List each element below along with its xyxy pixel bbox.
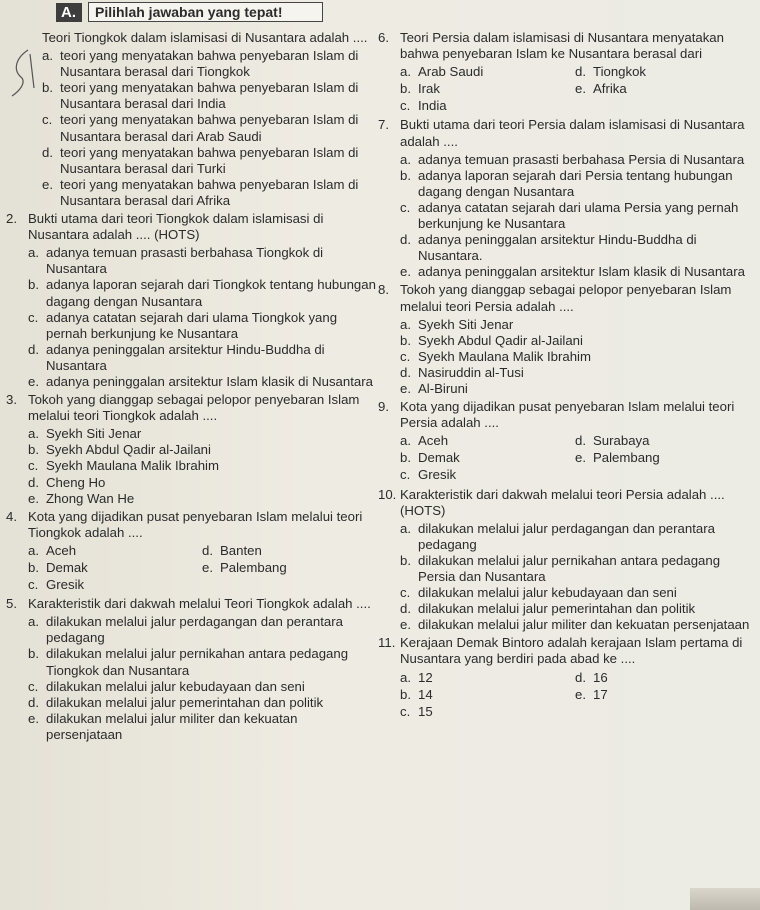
question-stem: Teori Persia dalam islamisasi di Nusantara menyatakan bahwa penyebaran Islam ke Nusantara berasal dari (400, 30, 724, 62)
option-text: Nasiruddin al-Tusi (418, 364, 524, 380)
answer-options (400, 433, 750, 484)
option-letter: b. (28, 560, 39, 575)
option-letter: e. (28, 710, 39, 726)
answer-options (400, 317, 750, 397)
answer-option[interactable] (400, 98, 575, 114)
answer-option[interactable] (400, 433, 575, 449)
answer-option[interactable] (28, 679, 376, 695)
option-text: adanya laporan sejarah dari Persia tentang hubungan dagang dengan Nusantara (418, 167, 733, 199)
answer-options (42, 48, 376, 209)
option-text: dilakukan melalui jalur militer dan kekuatan persenjataan (46, 710, 298, 742)
answer-option[interactable] (42, 177, 376, 209)
option-letter: e. (42, 176, 53, 192)
answer-option[interactable] (575, 687, 750, 703)
option-letter: d. (575, 433, 586, 449)
option-letter: c. (28, 678, 39, 694)
answer-options (400, 521, 750, 634)
question-item (378, 282, 750, 397)
answer-option[interactable] (400, 232, 750, 264)
answer-option[interactable] (28, 245, 376, 277)
option-letter: a. (400, 64, 411, 80)
question-body (400, 399, 750, 484)
option-letter: a. (400, 316, 411, 332)
option-text: Gresik (418, 467, 457, 483)
option-text: adanya peninggalan arsitektur Hindu-Buddha di Nusantara (46, 341, 325, 373)
question-stem: Kerajaan Demak Bintoro adalah kerajaan Islam pertama di Nusantara yang berdiri pada abad ke .... (400, 635, 743, 667)
answer-option[interactable] (400, 687, 575, 703)
answer-options (28, 543, 376, 594)
question-stem: Tokoh yang dianggap sebagai pelopor penyebaran Islam melalui teori Tiongkok adalah .... (28, 392, 360, 424)
option-letter: a. (400, 520, 411, 536)
option-letter: c. (42, 112, 53, 128)
option-letter: d. (202, 542, 213, 558)
option-text: teori yang menyatakan bahwa penyebaran Islam di Nusantara berasal dari Tiongkok (60, 48, 359, 80)
option-text: Cheng Ho (46, 474, 106, 490)
answer-option[interactable] (400, 365, 750, 381)
option-text: Irak (418, 81, 440, 97)
answer-options (400, 152, 750, 281)
question-number: 11. (378, 635, 396, 651)
option-text: dilakukan melalui jalur pemerintahan dan politik (418, 601, 696, 617)
option-letter: c. (400, 585, 411, 601)
option-text: India (418, 98, 447, 114)
question-item (6, 596, 376, 743)
answer-options (400, 670, 750, 721)
option-letter: d. (28, 341, 39, 357)
question-body (28, 392, 376, 507)
question-number: 3. (6, 392, 17, 408)
option-text: Syekh Siti Jenar (418, 316, 514, 332)
answer-option[interactable] (400, 200, 750, 232)
answer-option[interactable] (28, 442, 376, 458)
option-letter: d. (42, 144, 53, 160)
option-text: dilakukan melalui jalur perdagangan dan perantara pedagang (418, 520, 715, 552)
answer-options (28, 426, 376, 506)
question-number: 9. (378, 399, 389, 415)
answer-option[interactable] (202, 543, 376, 559)
option-letter: c. (400, 348, 411, 364)
answer-option[interactable] (28, 614, 376, 646)
question-item (378, 635, 750, 720)
question-stem: Karakteristik dari dakwah melalui Teori Tiongkok adalah .... (28, 596, 371, 612)
question-number: 7. (378, 117, 389, 133)
option-text: Syekh Maulana Malik Ibrahim (418, 348, 591, 364)
answer-option[interactable] (400, 64, 575, 80)
question-body (28, 596, 376, 743)
option-text: Al-Biruni (418, 380, 468, 396)
option-letter: e. (575, 450, 586, 466)
answer-option[interactable] (28, 374, 376, 390)
option-letter: d. (575, 669, 586, 685)
option-letter: d. (400, 364, 411, 380)
option-letter: b. (400, 450, 411, 466)
option-letter: b. (28, 277, 39, 293)
question-number: 8. (378, 282, 389, 298)
answer-option[interactable] (400, 349, 750, 365)
option-text: Aceh (418, 433, 449, 449)
answer-option[interactable] (575, 670, 750, 686)
option-text: Gresik (46, 577, 85, 593)
option-letter: b. (42, 80, 53, 96)
answer-option[interactable] (400, 467, 575, 483)
question-item (6, 509, 376, 594)
answer-option[interactable] (28, 475, 376, 491)
question-body (28, 30, 376, 209)
question-body (28, 211, 376, 390)
option-letter: c. (28, 458, 39, 474)
option-letter: d. (28, 694, 39, 710)
question-body (400, 282, 750, 397)
option-text: adanya peninggalan arsitektur Islam klasik di Nusantara (46, 373, 373, 389)
option-letter: b. (28, 646, 39, 662)
answer-option[interactable] (400, 168, 750, 200)
answer-option[interactable] (400, 333, 750, 349)
option-letter: e. (400, 380, 411, 396)
answer-option[interactable] (28, 277, 376, 309)
option-letter: a. (28, 614, 39, 630)
option-letter: b. (400, 167, 411, 183)
option-letter: e. (575, 81, 586, 97)
option-letter: c. (400, 467, 411, 483)
section-instruction: Pilihlah jawaban yang tepat! (88, 2, 323, 22)
answer-option[interactable] (400, 264, 750, 280)
answer-option[interactable] (400, 381, 750, 397)
question-body (400, 30, 750, 115)
option-letter: d. (575, 64, 586, 80)
option-text: Palembang (593, 450, 660, 466)
answer-option[interactable] (42, 112, 376, 144)
question-body (400, 487, 750, 634)
option-text: Arab Saudi (418, 64, 484, 80)
answer-option[interactable] (28, 560, 202, 576)
option-letter: b. (400, 332, 411, 348)
question-item (378, 117, 750, 280)
question-stem: Teori Tiongkok dalam islamisasi di Nusantara adalah .... (42, 30, 368, 45)
option-text: 17 (593, 686, 608, 702)
option-text: 14 (418, 686, 433, 702)
page-corner-shadow (690, 888, 760, 910)
option-text: dilakukan melalui jalur perdagangan dan perantara pedagang (46, 614, 343, 646)
question-stem: Kota yang dijadikan pusat penyebaran Islam melalui teori Persia adalah .... (400, 399, 735, 431)
option-letter: c. (28, 577, 39, 593)
answer-option[interactable] (28, 577, 202, 593)
question-number: 6. (378, 30, 389, 45)
option-text: dilakukan melalui jalur pernikahan antara pedagang Persia dan Nusantara (418, 552, 721, 584)
option-letter: d. (28, 474, 39, 490)
option-text: Demak (46, 560, 88, 575)
question-body (28, 509, 376, 594)
question-number: 10. (378, 486, 397, 502)
option-text: Tiongkok (593, 64, 647, 80)
option-text: adanya temuan prasasti berbahasa Persia di Nusantara (418, 151, 745, 167)
question-item (6, 30, 376, 209)
question-item (6, 392, 376, 507)
option-text: Zhong Wan He (46, 490, 135, 506)
option-text: teori yang menyatakan bahwa penyebaran Islam di Nusantara berasal dari Arab Saudi (60, 112, 359, 144)
option-text: Syekh Siti Jenar (46, 426, 142, 442)
question-body (400, 635, 750, 720)
answer-option[interactable] (400, 521, 750, 553)
answer-option[interactable] (400, 670, 575, 686)
question-item (378, 30, 750, 115)
answer-option[interactable] (28, 426, 376, 442)
answer-option[interactable] (400, 617, 750, 633)
option-letter: e. (28, 373, 39, 389)
option-letter: a. (42, 48, 53, 64)
answer-option[interactable] (28, 695, 376, 711)
answer-option[interactable] (28, 711, 376, 743)
answer-option[interactable] (42, 145, 376, 177)
option-text: Syekh Abdul Qadir al-Jailani (46, 442, 211, 458)
option-text: Syekh Abdul Qadir al-Jailani (418, 332, 583, 348)
option-letter: b. (400, 81, 411, 97)
option-text: teori yang menyatakan bahwa penyebaran Islam di Nusantara berasal dari India (60, 80, 359, 112)
option-letter: c. (400, 199, 411, 215)
answer-option[interactable] (28, 646, 376, 678)
option-letter: b. (400, 552, 411, 568)
question-item (378, 399, 750, 484)
answer-option[interactable] (202, 560, 376, 576)
question-stem: Bukti utama dari teori Tiongkok dalam islamisasi di Nusantara adalah .... (HOTS) (28, 211, 324, 243)
option-text: dilakukan melalui jalur pernikahan antara pedagang Tiongkok dan Nusantara (46, 646, 349, 678)
option-text: dilakukan melalui jalur kebudayaan dan seni (418, 585, 677, 601)
answer-option[interactable] (28, 491, 376, 507)
answer-option[interactable] (575, 64, 750, 80)
question-stem: Karakteristik dari dakwah melalui teori Persia adalah .... (HOTS) (400, 486, 725, 518)
answer-options (400, 64, 750, 115)
option-letter: a. (28, 245, 39, 261)
question-number: 5. (6, 596, 17, 612)
answer-options (28, 614, 376, 743)
left-column (6, 30, 376, 745)
option-letter: c. (400, 98, 411, 114)
question-body (400, 117, 750, 280)
answer-option[interactable] (400, 450, 575, 466)
option-letter: e. (400, 264, 411, 280)
option-text: dilakukan melalui jalur pemerintahan dan politik (46, 694, 324, 710)
option-text: Surabaya (593, 433, 650, 449)
answer-option[interactable] (28, 310, 376, 342)
option-letter: d. (400, 601, 411, 617)
option-text: adanya temuan prasasti berbahasa Tiongkok di Nusantara (46, 245, 324, 277)
answer-options (28, 245, 376, 390)
option-text: adanya catatan sejarah dari ulama Tiongkok yang pernah berkunjung ke Nusantara (46, 309, 338, 341)
answer-option[interactable] (28, 458, 376, 474)
option-letter: a. (400, 669, 411, 685)
option-text: Palembang (220, 560, 287, 575)
question-stem: Kota yang dijadikan pusat penyebaran Islam melalui teori Tiongkok adalah .... (28, 508, 363, 540)
option-letter: d. (400, 232, 411, 248)
answer-option[interactable] (400, 81, 575, 97)
option-text: 16 (593, 669, 608, 685)
option-text: Banten (220, 542, 262, 558)
question-stem: Bukti utama dari teori Persia dalam islamisasi di Nusantara adalah .... (400, 117, 745, 149)
option-text: Syekh Maulana Malik Ibrahim (46, 458, 219, 474)
option-letter: b. (400, 686, 411, 702)
option-letter: e. (202, 560, 213, 575)
question-number (6, 30, 28, 209)
option-text: adanya peninggalan arsitektur Islam klasik di Nusantara (418, 264, 745, 280)
option-text: Afrika (593, 81, 627, 97)
option-letter: e. (28, 490, 39, 506)
right-column (378, 30, 750, 723)
question-number: 4. (6, 508, 17, 524)
option-letter: a. (400, 433, 411, 449)
question-stem: Tokoh yang dianggap sebagai pelopor penyebaran Islam melalui teori Persia adalah .... (400, 282, 732, 314)
answer-option[interactable] (400, 152, 750, 168)
option-text: adanya peninggalan arsitektur Hindu-Buddha di Nusantara. (418, 232, 697, 264)
answer-option[interactable] (400, 704, 575, 720)
option-letter: a. (28, 426, 39, 442)
answer-option[interactable] (575, 81, 750, 97)
option-text: adanya laporan sejarah dari Tiongkok tentang hubungan dagang dengan Nusantara (46, 277, 376, 309)
answer-option[interactable] (400, 585, 750, 601)
option-text: dilakukan melalui jalur militer dan kekuatan persenjataan (418, 617, 750, 633)
answer-option[interactable] (28, 543, 202, 559)
option-text: 12 (418, 669, 433, 685)
option-letter: b. (28, 442, 39, 458)
answer-option[interactable] (400, 601, 750, 617)
option-text: teori yang menyatakan bahwa penyebaran Islam di Nusantara berasal dari Afrika (60, 176, 359, 208)
option-letter: a. (28, 542, 39, 558)
option-letter: c. (28, 309, 39, 325)
answer-option[interactable] (575, 433, 750, 449)
option-text: Demak (418, 450, 460, 466)
option-text: 15 (418, 703, 433, 719)
answer-option[interactable] (575, 450, 750, 466)
option-text: Aceh (46, 542, 77, 558)
answer-option[interactable] (400, 317, 750, 333)
question-item (6, 211, 376, 390)
option-letter: c. (400, 703, 411, 719)
option-letter: e. (575, 686, 586, 702)
section-letter: A. (56, 3, 82, 22)
option-letter: e. (400, 617, 411, 633)
section-header (56, 2, 323, 22)
answer-option[interactable] (400, 553, 750, 585)
question-number: 2. (6, 211, 17, 227)
option-text: teori yang menyatakan bahwa penyebaran Islam di Nusantara berasal dari Turki (60, 144, 359, 176)
question-item (378, 487, 750, 634)
option-text: adanya catatan sejarah dari ulama Persia yang pernah berkunjung ke Nusantara (418, 199, 739, 232)
option-text: dilakukan melalui jalur kebudayaan dan seni (46, 678, 305, 694)
answer-option[interactable] (28, 342, 376, 374)
answer-option[interactable] (42, 80, 376, 112)
answer-option[interactable] (42, 48, 376, 80)
option-letter: a. (400, 151, 411, 167)
